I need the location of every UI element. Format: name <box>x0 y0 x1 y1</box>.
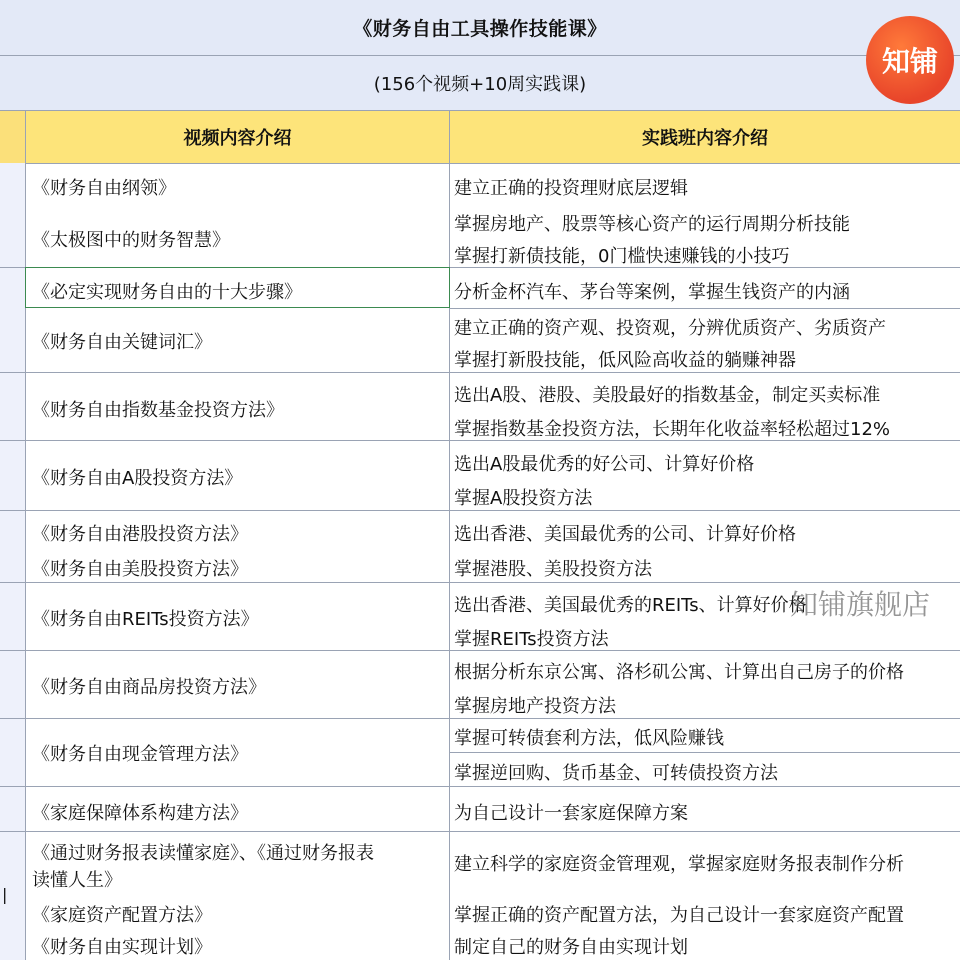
row-stub <box>0 268 26 373</box>
practice-cell[interactable]: 根据分析东京公寓、洛杉矶公寓、计算出自己房子的价格 <box>454 662 904 683</box>
practice-cell[interactable]: 为自己设计一套家庭保障方案 <box>454 803 688 824</box>
row-stub <box>0 787 26 832</box>
row-stub <box>0 719 26 787</box>
row-stub <box>0 651 26 719</box>
practice-cell[interactable]: 分析金杯汽车、茅台等案例，掌握生钱资产的内涵 <box>454 282 850 303</box>
video-cell[interactable]: 《家庭资产配置方法》 <box>32 905 212 926</box>
practice-cell[interactable]: 掌握打新债技能，0门槛快速赚钱的小技巧 <box>454 246 790 267</box>
practice-cell[interactable]: 掌握房地产、股票等核心资产的运行周期分析技能 <box>454 214 850 235</box>
video-cell[interactable]: 《财务自由实现计划》 <box>32 937 212 958</box>
row-stub <box>0 373 26 441</box>
row-stub <box>0 441 26 511</box>
row-header-stub <box>0 111 26 164</box>
practice-cell[interactable]: 选出香港、美国最优秀的REITs、计算好价格 <box>454 595 807 616</box>
stub-mark: | <box>2 885 8 904</box>
column-header-videos[interactable]: 视频内容介绍 <box>26 111 450 164</box>
practice-cell[interactable]: 选出A股最优秀的好公司、计算好价格 <box>454 454 755 475</box>
video-cell[interactable]: 《财务自由现金管理方法》 <box>32 744 248 765</box>
course-title: 《财务自由工具操作技能课》 <box>0 0 960 56</box>
row-divider <box>25 510 960 511</box>
row-stub <box>0 163 26 268</box>
video-cell[interactable]: 《财务自由美股投资方法》 <box>32 559 248 580</box>
video-cell[interactable]: 《财务自由纲领》 <box>32 178 176 199</box>
practice-cell[interactable]: 制定自己的财务自由实现计划 <box>454 937 688 958</box>
video-cell[interactable]: 《财务自由A股投资方法》 <box>32 468 243 489</box>
row-divider <box>449 308 960 309</box>
row-stub <box>0 583 26 651</box>
video-cell[interactable]: 《财务自由REITs投资方法》 <box>32 609 259 630</box>
practice-cell[interactable]: 建立正确的资产观、投资观，分辨优质资产、劣质资产 <box>454 318 886 339</box>
video-cell[interactable]: 《财务自由港股投资方法》 <box>32 524 248 545</box>
video-cell[interactable]: 《通过财务报表读懂家庭》、《通过财务报表 <box>32 843 374 864</box>
practice-cell[interactable]: 掌握正确的资产配置方法，为自己设计一套家庭资产配置 <box>454 905 904 926</box>
store-watermark: 知铺旗舰店 <box>790 588 931 621</box>
row-divider <box>25 718 960 719</box>
video-cell[interactable]: 《必定实现财务自由的十大步骤》 <box>32 282 302 303</box>
video-cell[interactable]: 读懂人生》 <box>32 870 122 891</box>
column-header-practice[interactable]: 实践班内容介绍 <box>450 111 960 164</box>
brand-logo-text: 知铺 <box>881 45 938 78</box>
row-divider <box>25 372 960 373</box>
video-cell[interactable]: 《财务自由商品房投资方法》 <box>32 677 266 698</box>
practice-cell[interactable]: 掌握REITs投资方法 <box>454 629 609 650</box>
practice-cell[interactable]: 掌握可转债套利方法，低风险赚钱 <box>454 728 724 749</box>
brand-logo <box>866 16 954 104</box>
video-cell[interactable]: 《财务自由关键词汇》 <box>32 332 212 353</box>
practice-cell[interactable]: 掌握A股投资方法 <box>454 488 593 509</box>
practice-cell[interactable]: 掌握港股、美股投资方法 <box>454 559 652 580</box>
practice-cell[interactable]: 掌握指数基金投资方法，长期年化收益率轻松超过12% <box>454 419 891 440</box>
practice-cell[interactable]: 选出香港、美国最优秀的公司、计算好价格 <box>454 524 796 545</box>
row-divider <box>25 786 960 787</box>
row-divider <box>449 752 960 753</box>
course-subtitle: (156个视频+10周实践课) <box>0 56 960 111</box>
practice-cell[interactable]: 建立正确的投资理财底层逻辑 <box>454 178 688 199</box>
practice-cell[interactable]: 建立科学的家庭资金管理观，掌握家庭财务报表制作分析 <box>454 854 904 875</box>
video-cell[interactable]: 《家庭保障体系构建方法》 <box>32 803 248 824</box>
practice-cell[interactable]: 选出A股、港股、美股最好的指数基金，制定买卖标准 <box>454 385 881 406</box>
row-stub <box>0 511 26 583</box>
practice-cell[interactable]: 掌握打新股技能，低风险高收益的躺赚神器 <box>454 350 796 371</box>
row-divider <box>25 831 960 832</box>
video-cell[interactable]: 《财务自由指数基金投资方法》 <box>32 400 284 421</box>
practice-cell[interactable]: 掌握逆回购、货币基金、可转债投资方法 <box>454 763 778 784</box>
video-cell[interactable]: 《太极图中的财务智慧》 <box>32 230 230 251</box>
practice-cell[interactable]: 掌握房地产投资方法 <box>454 696 616 717</box>
